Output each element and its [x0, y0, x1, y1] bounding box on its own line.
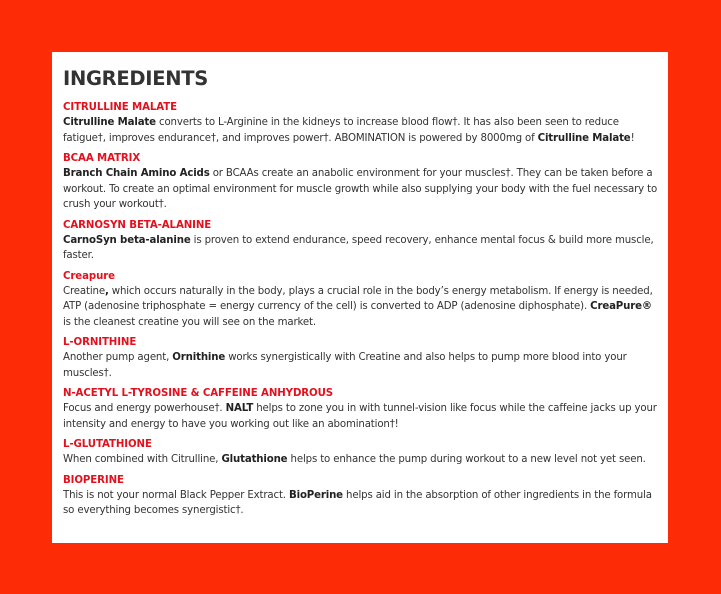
ingredient-heading: Creapure	[63, 270, 115, 282]
ingredient-description	[63, 350, 660, 381]
ingredient-heading: N-ACETYL L-TYROSINE & CAFFEINE ANHYDROUS	[63, 388, 334, 399]
ingredient-description	[63, 233, 660, 264]
bold-text: BioPerine	[288, 489, 343, 501]
text-run: is the cleanest creatine you will see on the market.	[63, 316, 316, 328]
ingredient-heading: CITRULLINE MALATE	[63, 102, 177, 113]
text-run: is proven to extend endurance, speed recovery, enhance mental focus & build more muscle, faster.	[63, 234, 654, 261]
bold-text: CarnoSyn beta-alanine	[63, 234, 191, 246]
ingredients-list	[63, 100, 660, 519]
ingredient-description	[63, 401, 660, 432]
text-run: converts to L-Arginine in the kidneys to increase blood flow†. It has also been seen to reduce fatigue†, improves endurance†, and improves power†. ABOMINATION is powered by 8000mg of	[63, 117, 619, 144]
text-run: Focus and energy powerhouse†.	[63, 403, 226, 414]
bold-text: ,	[104, 285, 109, 297]
bold-text: Branch Chain Amino Acids	[63, 168, 210, 179]
text-run: This is not your normal Black Pepper Extract.	[63, 489, 289, 501]
ingredient-section	[63, 386, 660, 432]
bold-text: Citrulline Malate	[537, 132, 631, 144]
text-run: Another pump agent,	[63, 352, 173, 363]
ingredient-section	[63, 218, 660, 264]
bold-text: Glutathione	[221, 454, 288, 465]
ingredient-section	[63, 473, 660, 519]
ingredient-section	[63, 100, 660, 146]
bold-text: Citrulline Malate	[63, 117, 156, 128]
ingredient-section	[63, 437, 660, 468]
ingredient-description	[63, 488, 660, 519]
ingredient-heading: BCAA MATRIX	[63, 153, 141, 164]
ingredient-heading: L-ORNITHINE	[63, 337, 137, 348]
ingredient-section	[63, 335, 660, 381]
text-run: helps to zone you in with tunnel-vision like focus while the caffeine jacks up your intensity and energy to have you working out like an abomination†!	[63, 403, 657, 430]
text-run: works synergistically with Creatine and also helps to pump more blood into your muscles†.	[63, 352, 627, 379]
ingredient-description	[63, 115, 660, 146]
ingredient-description	[63, 166, 660, 213]
ingredients-card	[52, 52, 668, 543]
text-run: Creatine	[63, 285, 105, 297]
bold-text: CreaPure®	[590, 301, 652, 312]
bold-text: NALT	[225, 403, 254, 414]
bold-text: Ornithine	[172, 352, 226, 363]
page-title: INGREDIENTS	[63, 67, 209, 90]
ingredient-section	[63, 269, 660, 331]
text-run: helps aid in the absorption of other ingredients in the formula so everything becomes synergistic†.	[63, 489, 652, 516]
text-run: !	[630, 132, 635, 144]
text-run: When combined with Citrulline,	[63, 454, 222, 465]
text-run: which occurs naturally in the body, plays a crucial role in the body’s energy metabolism. If energy is needed, ATP (adenosine triphosphate = energy currency of the cell) is converted to ADP (adenosine diphosphate).	[63, 285, 653, 312]
ingredient-description	[63, 452, 660, 468]
ingredient-heading: CARNOSYN BETA-ALANINE	[63, 219, 212, 231]
ingredient-heading: BIOPERINE	[63, 474, 124, 486]
ingredient-description	[63, 284, 660, 331]
text-run: helps to enhance the pump during workout to a new level not yet seen.	[287, 454, 646, 465]
ingredient-section	[63, 151, 660, 213]
ingredient-heading: L-GLUTATHIONE	[63, 439, 152, 450]
text-run: or BCAAs create an anabolic environment for your muscles†. They can be taken before a workout. To create an optimal environment for muscle growth while also supplying your body with the fuel necessary to crush your workout†.	[63, 168, 658, 210]
